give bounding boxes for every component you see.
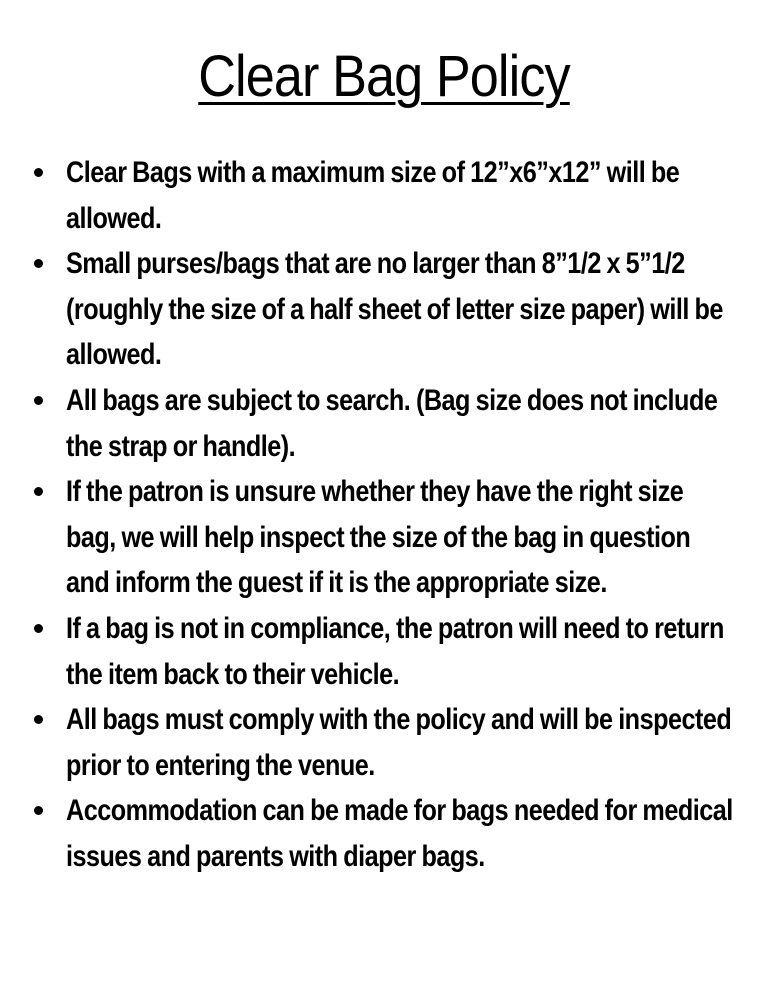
bullet-icon [34, 806, 43, 815]
policy-item-text: If a bag is not in compliance, the patron will need to return the item back to their vehicle. [66, 611, 724, 691]
bullet-icon [34, 168, 43, 177]
policy-item-text: If the patron is unsure whether they have the right size bag, we will help inspect the size of the bag in question and inform the guest if it is the appropriate size. [66, 475, 691, 600]
policy-item [30, 606, 735, 697]
policy-item [30, 378, 735, 469]
policy-item [30, 150, 735, 241]
bullet-icon [34, 487, 43, 496]
bullet-icon [34, 259, 43, 268]
policy-item [30, 241, 735, 378]
policy-list [30, 150, 735, 880]
policy-item [30, 788, 735, 879]
policy-item [30, 469, 735, 606]
page-title: Clear Bag Policy [198, 44, 570, 109]
policy-item-text: All bags must comply with the policy and will be inspected prior to entering the venue. [66, 703, 732, 782]
policy-item-text: All bags are subject to search. (Bag size does not include the strap or handle). [66, 383, 718, 463]
bullet-icon [34, 624, 43, 633]
bullet-icon [34, 396, 43, 405]
policy-item-text: Small purses/bags that are no larger than 8”1/2 x 5”1/2 (roughly the size of a half sheet of letter size paper) will be allowed. [66, 247, 723, 372]
policy-item-text: Clear Bags with a maximum size of 12”x6”x12” will be allowed. [66, 156, 680, 235]
policy-item-text: Accommodation can be made for bags needed for medical issues and parents with diaper bags. [66, 794, 733, 873]
policy-item [30, 697, 735, 788]
bullet-icon [34, 715, 43, 724]
